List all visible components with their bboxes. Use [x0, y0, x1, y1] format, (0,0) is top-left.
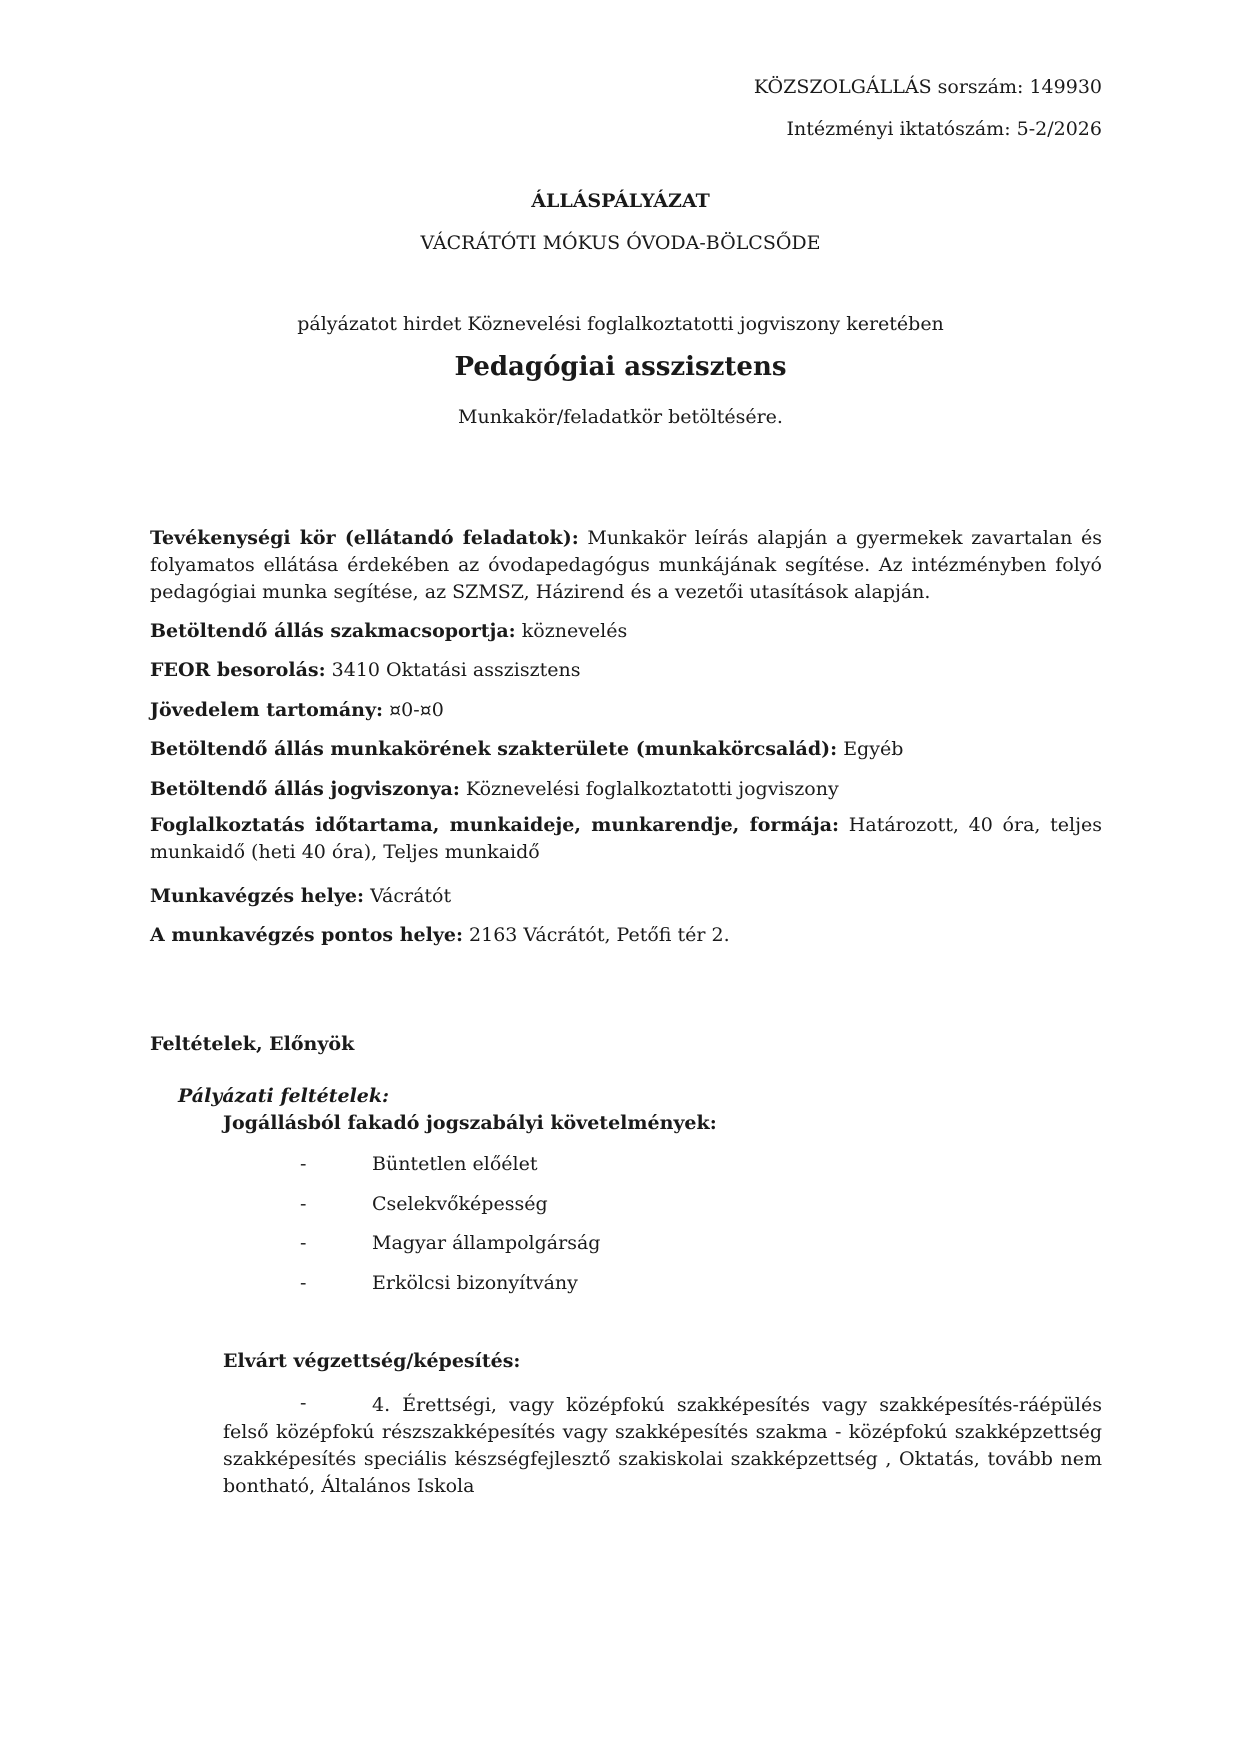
field-activity-scope	[150, 525, 1102, 606]
field-value: Egyéb	[843, 738, 904, 760]
field-value: ¤0-¤0	[389, 699, 444, 721]
field-value: Köznevelési foglalkoztatotti jogviszony	[465, 778, 839, 800]
position-suffix: Munkakör/feladatkör betöltésére.	[458, 406, 783, 428]
list-item: Magyar állampolgárság	[372, 1232, 601, 1254]
list-item: Büntetlen előélet	[372, 1153, 538, 1175]
field-label: Betöltendő állás munkakörének szakterülete (munkakörcsalád):	[150, 738, 838, 760]
bullet-dash: -	[300, 1392, 307, 1414]
field-income-range	[150, 699, 1102, 721]
field-value: 2163 Vácrátót, Petőfi tér 2.	[469, 924, 730, 946]
field-label: A munkavégzés pontos helye:	[150, 924, 463, 946]
field-label: Betöltendő állás jogviszonya:	[150, 778, 460, 800]
field-employment-terms	[150, 812, 1102, 866]
organization-name: VÁCRÁTÓTI MÓKUS ÓVODA-BÖLCSŐDE	[420, 232, 821, 254]
conditions-heading: Feltételek, Előnyök	[150, 1033, 355, 1055]
education-heading: Elvárt végzettség/képesítés:	[223, 1350, 521, 1372]
field-label: Foglalkoztatás időtartama, munkaideje, munkarendje, formája:	[150, 814, 840, 836]
field-value: Vácrátót	[370, 885, 452, 907]
announcement-line: pályázatot hirdet Köznevelési foglalkoztatotti jogviszony keretében	[297, 313, 944, 335]
field-work-place	[150, 885, 1102, 907]
field-label: Tevékenységi kör (ellátandó feladatok):	[150, 527, 579, 549]
bullet-dash: -	[300, 1272, 307, 1294]
field-feor	[150, 659, 1102, 681]
field-legal-relationship	[150, 778, 1102, 800]
education-requirement-item: 4. Érettségi, vagy középfokú szakképesítés vagy szakképesítés-ráépülés felső középfokú részszakképesítés vagy szakképesítés szakma - középfokú szakképzettség szakképesítés speciális készségfejlesztő szakiskolai szakképzettség , Oktatás, tovább nem bontható, Általános Iskola	[223, 1394, 1102, 1497]
field-sector	[150, 620, 1102, 642]
position-title: Pedagógiai asszisztens	[454, 352, 787, 382]
field-label: Munkavégzés helye:	[150, 885, 365, 907]
internal-file-number: Intézményi iktatószám: 5-2/2026	[786, 118, 1102, 140]
field-value: 3410 Oktatási asszisztens	[331, 659, 581, 681]
field-value: Határozott, 40 óra, teljes munkaidő (heti 40 óra), Teljes munkaidő	[150, 814, 1103, 863]
bullet-dash: -	[300, 1232, 307, 1254]
field-label: FEOR besorolás:	[150, 659, 326, 681]
bullet-dash: -	[300, 1193, 307, 1215]
legal-requirements-heading: Jogállásból fakadó jogszabályi követelmények:	[223, 1112, 717, 1134]
public-service-ref-number: KÖZSZOLGÁLLÁS sorszám: 149930	[753, 76, 1102, 98]
document-title: ÁLLÁSPÁLYÁZAT	[531, 190, 710, 212]
list-item: Cselekvőképesség	[372, 1193, 548, 1215]
bullet-dash: -	[300, 1153, 307, 1175]
field-exact-address	[150, 924, 1102, 946]
field-label: Betöltendő állás szakmacsoportja:	[150, 620, 516, 642]
application-conditions-subheading: Pályázati feltételek:	[178, 1085, 390, 1107]
field-label: Jövedelem tartomány:	[150, 699, 384, 721]
field-value: Munkakör leírás alapján a gyermekek zavartalan és folyamatos ellátása érdekében az óvodapedagógus munkájának segítése. Az intézményben folyó pedagógiai munka segítése, az SZMSZ, Házirend és a vezetői utasítások alapján.	[150, 527, 1102, 603]
list-item: Erkölcsi bizonyítvány	[372, 1272, 578, 1294]
field-value: köznevelés	[521, 620, 628, 642]
field-job-family	[150, 738, 1102, 760]
